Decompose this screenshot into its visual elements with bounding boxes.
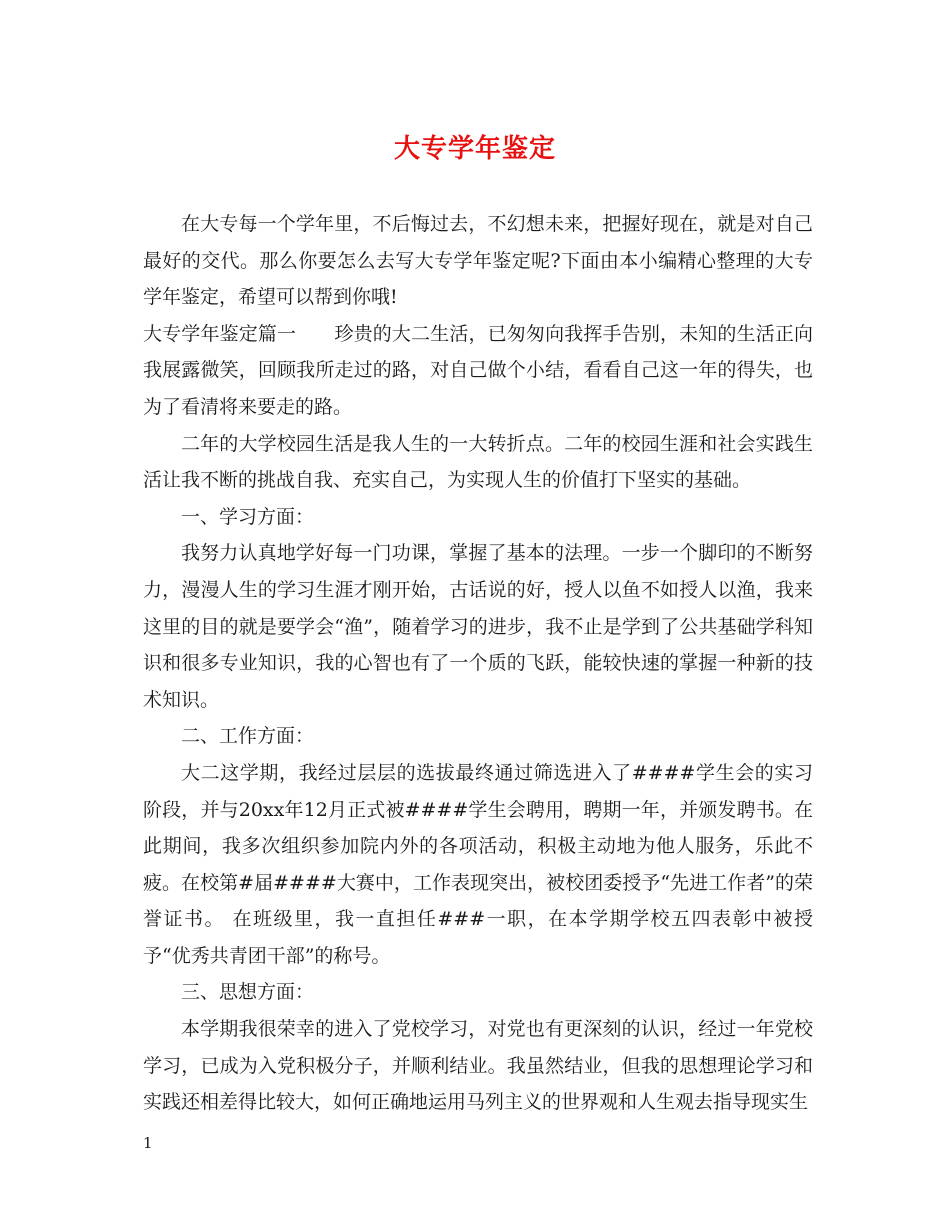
heading-work: 二、工作方面： bbox=[181, 725, 315, 748]
paragraph-thought: 本学期我很荣幸的进入了党校学习，对党也有更深刻的认识，经过一年党校学习，已成为入党积极分子，并顺利结业。我虽然结业，但我的思想理论学习和实践还相差得比较大，如何正确地运用马列主义的世界观和人生观去指导现实生 bbox=[143, 1018, 813, 1114]
paragraph-study: 我努力认真地学好每一门功课，掌握了基本的法理。一步一个脚印的不断努力，漫漫人生的学习生涯才刚开始，古话说的好，授人以鱼不如授人以渔，我来这里的目的就是要学会“渔”，随着学习的进步，我不止是学到了公共基础学科知识和很多专业知识，我的心智也有了一个质的飞跃，能较快速的掌握一种新的技术知识。 bbox=[143, 542, 813, 711]
paragraph-turning-point: 二年的大学校园生活是我人生的一大转折点。二年的校园生涯和社会实践生活让我不断的挑战自我、充实自己，为实现人生的价值打下坚实的基础。 bbox=[143, 432, 813, 492]
document-body bbox=[143, 206, 813, 1121]
paragraph-section-one-opening: 大专学年鉴定篇一 珍贵的大二生活，已匆匆向我挥手告别，未知的生活正向我展露微笑，回顾我所走过的路，对自己做个小结，看看自己这一年的得失，也为了看清将来要走的路。 bbox=[143, 322, 813, 418]
paragraph-intro: 在大专每一个学年里，不后悔过去，不幻想未来，把握好现在，就是对自己最好的交代。那么你要怎么去写大专学年鉴定呢?下面由本小编精心整理的大专学年鉴定，希望可以帮到你哦! bbox=[143, 213, 813, 309]
paragraph-work: 大二这学期，我经过层层的选拔最终通过筛选进入了####学生会的实习阶段，并与20xx年12月正式被####学生会聘用，聘期一年，并颁发聘书。在此期间，我多次组织参加院内外的各项活动，积极主动地为他人服务，乐此不疲。在校第#届####大赛中，工作表现突出，被校团委授予“先进工作者”的荣誉证书。 在班级里，我一直担任###一职，在本学期学校五四表彰中被授予“优秀共青团干部”的称号。 bbox=[143, 761, 813, 967]
page-number: 1 bbox=[143, 1134, 153, 1152]
heading-thought: 三、思想方面： bbox=[181, 981, 315, 1004]
document-title: 大专学年鉴定 bbox=[393, 134, 556, 164]
heading-study: 一、学习方面： bbox=[181, 505, 315, 528]
